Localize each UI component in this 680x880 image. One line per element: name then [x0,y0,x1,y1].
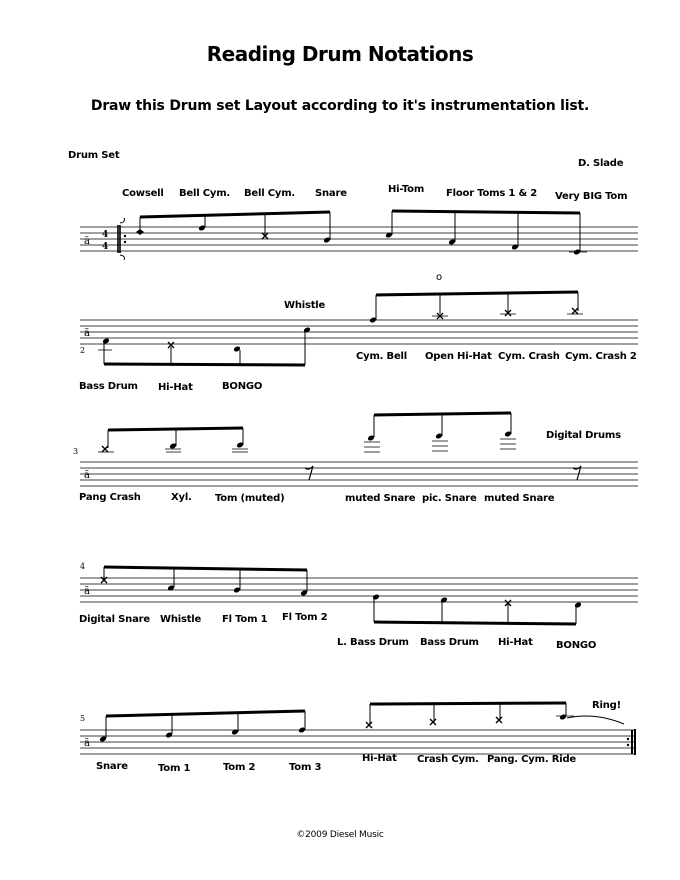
label-tom-2: Tom 2 [223,762,256,773]
svg-text:ã: ã [84,738,90,749]
label-fl-tom-1: Fl Tom 1 [222,614,268,625]
staff-system-3 [80,413,638,486]
time-sig-top: 4 [102,230,109,240]
label-pic-snare: pic. Snare [422,493,477,504]
svg-text:ã: ã [84,586,90,597]
label-bongo-2: BONGO [556,640,597,651]
label-pang-cym-ride: Pang. Cym. Ride [487,754,576,765]
note-whistle [303,327,311,334]
staff-system-5 [80,703,636,755]
staff-system-2 [80,292,638,365]
label-hi-tom: Hi-Tom [388,184,425,195]
note-bass-drum [102,338,110,345]
label-whistle: Whistle [284,300,326,311]
note-crash-cym [430,719,436,725]
label-very-big-tom: Very BIG Tom [555,191,628,202]
label-xyl: Xyl. [171,492,192,503]
label-tom-1: Tom 1 [158,763,191,774]
note-bass-drum-2 [440,597,448,604]
label-cym-bell: Cym. Bell [356,351,408,362]
svg-text:ã: ã [84,328,90,339]
measure-number-5: 5 [80,714,86,723]
label-whistle-2: Whistle [160,614,202,625]
instrument-name: Drum Set [68,150,120,161]
label-cym-crash-2: Cym. Crash 2 [565,351,637,362]
label-bell-cym-2: Bell Cym. [244,188,296,199]
label-snare-2: Snare [96,761,128,772]
page-subtitle: Draw this Drum set Layout according to it's instrumentation list. [90,98,590,114]
label-open-hi-hat: Open Hi-Hat [425,351,492,362]
label-muted-snare-2: muted Snare [484,493,555,504]
label-floor-toms: Floor Toms 1 & 2 [446,188,538,199]
note-pang-crash [102,446,108,452]
label-hi-hat-3: Hi-Hat [362,753,397,764]
measure-number-3: 3 [73,447,79,456]
measure-number-4: 4 [80,562,86,571]
composer-name: D. Slade [578,158,624,169]
note-pang-cym-ride [496,717,502,723]
label-pang-crash: Pang Crash [79,492,141,503]
note-hi-hat-3 [366,722,372,728]
copyright-footer: ©2009 Diesel Music [296,830,384,840]
label-digital-drums: Digital Drums [546,430,621,441]
label-bell-cym-1: Bell Cym. [179,188,231,199]
label-digital-snare: Digital Snare [79,614,150,625]
staff-system-1 [80,211,638,260]
measure-number-2: 2 [80,346,86,355]
label-crash-cym: Crash Cym. [417,754,479,765]
let-ring-tie [567,716,624,724]
svg-text:ã: ã [84,470,90,481]
label-cowbell: Cowsell [122,188,164,199]
label-hi-hat-2: Hi-Hat [498,637,533,648]
note-bongo-2 [574,602,582,609]
label-bongo: BONGO [222,381,263,392]
percussion-clef: ã [84,236,90,247]
label-bass-drum-2: Bass Drum [420,637,479,648]
label-tom-muted: Tom (muted) [215,493,285,504]
time-sig-bottom: 4 [102,242,109,252]
page-title: Reading Drum Notations [206,42,474,66]
open-mark: o [436,272,442,283]
label-fl-tom-2: Fl Tom 2 [282,612,328,623]
label-ring: Ring! [592,700,621,711]
label-bass-drum: Bass Drum [79,381,138,392]
label-tom-3: Tom 3 [289,762,322,773]
label-l-bass-drum: L. Bass Drum [337,637,409,648]
note-cym-crash-2 [572,308,578,314]
staff-system-4 [80,567,638,624]
label-hi-hat: Hi-Hat [158,382,193,393]
note-cowbell [136,229,144,235]
label-snare: Snare [315,188,347,199]
label-cym-crash: Cym. Crash [498,351,560,362]
label-muted-snare-1: muted Snare [345,493,416,504]
note-l-bass-drum [372,594,380,601]
